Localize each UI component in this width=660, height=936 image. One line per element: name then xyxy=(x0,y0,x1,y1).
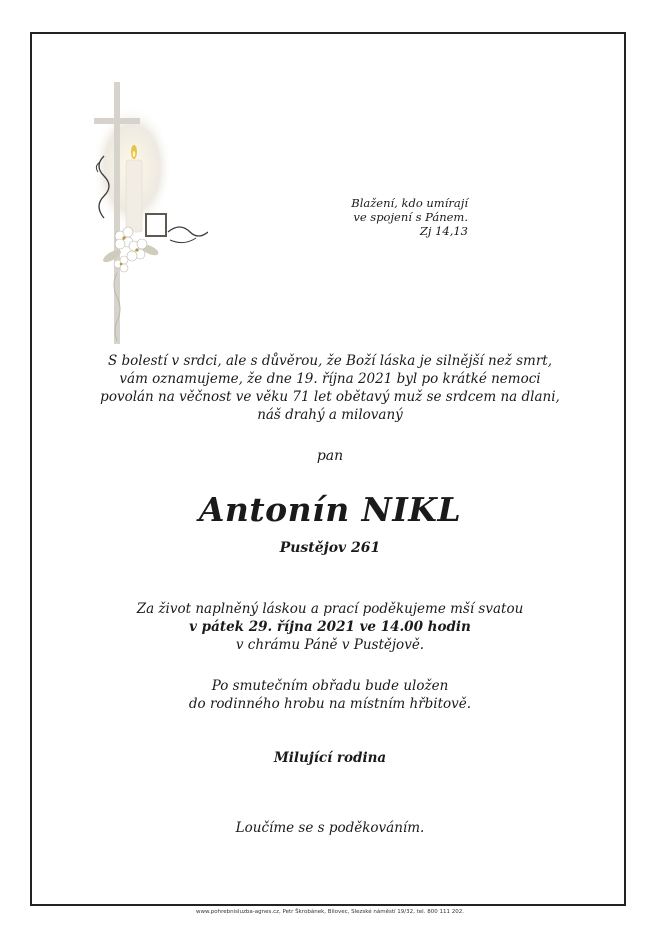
announcement-text xyxy=(0,352,660,424)
closing-line: Loučíme se s poděkováním. xyxy=(235,820,425,836)
burial-line-2: do rodinného hrobu na místním hřbitově. xyxy=(188,696,472,712)
footer-contact: www.pohrebnisluzba-agnes.cz, Petr Škrobánek, Bílovec, Slezské náměstí 19/32, tel. 800 111 202. xyxy=(196,909,464,915)
bible-quote xyxy=(318,196,468,238)
family-signature: Milující rodina xyxy=(273,750,387,766)
quote-reference: Zj 14,13 xyxy=(419,224,468,238)
burial-info xyxy=(0,677,660,713)
deceased-name: Antonín NIKL xyxy=(198,490,462,529)
intro-line-4: náš drahý a milovaný xyxy=(257,407,403,423)
ceremony-info xyxy=(0,600,660,654)
ceremony-date-time: v pátek 29. října 2021 ve 14.00 hodin xyxy=(189,619,471,635)
ceremony-place: v chrámu Páně v Pustějově. xyxy=(235,637,425,653)
intro-line-1: S bolestí v srdci, ale s důvěrou, že Boží láska je silnější než smrt, xyxy=(107,353,553,369)
deceased-address: Pustějov 261 xyxy=(279,540,381,556)
intro-line-2: vám oznamujeme, že dne 19. října 2021 byl po krátké nemoci xyxy=(119,371,541,387)
ceremony-line-1: Za život naplněný láskou a prací poděkujeme mší svatou xyxy=(136,601,524,617)
burial-line-1: Po smutečním obřadu bude uložen xyxy=(211,678,449,694)
quote-line-2: ve spojení s Pánem. xyxy=(353,210,468,224)
salutation: pan xyxy=(316,448,344,464)
intro-line-3: povolán na věčnost ve věku 71 let obětavý muž se srdcem na dlani, xyxy=(100,389,560,405)
quote-line-1: Blažení, kdo umírají xyxy=(351,196,468,210)
cross-candle-flowers-image xyxy=(74,68,208,348)
